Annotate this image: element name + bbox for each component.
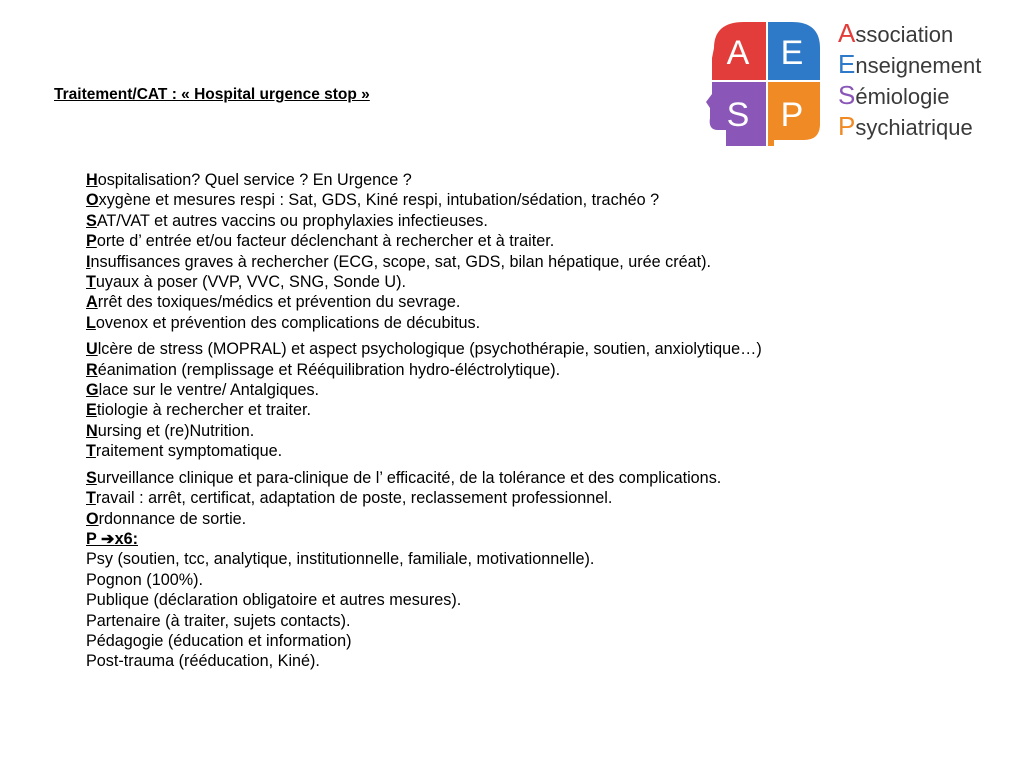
logo-letter-s: S	[726, 96, 750, 134]
list-item: Ordonnance de sortie.	[86, 509, 247, 528]
list-item: Traitement symptomatique.	[86, 442, 283, 461]
list-item: SAT/VAT et autres vaccins ou prophylaxies infectieuses.	[86, 211, 488, 230]
stop-group	[86, 468, 762, 672]
mnemonic-list	[86, 170, 762, 672]
logo-letter-p: P	[780, 96, 804, 134]
hospital-group	[86, 170, 762, 333]
list-item: Réanimation (remplissage et Rééquilibration hydro-éléctrolytique).	[86, 360, 561, 379]
list-item: Oxygène et mesures respi : Sat, GDS, Kiné respi, intubation/sédation, trachéo ?	[86, 191, 660, 210]
head-logo-icon	[704, 18, 834, 152]
logo-letter-a: A	[726, 34, 750, 72]
list-item: Ulcère de stress (MOPRAL) et aspect psychologique (psychothérapie, soutien, anxiolytique…)	[86, 340, 762, 359]
p-section-heading: P ➔x6:	[86, 529, 138, 548]
list-item: Post-trauma (rééducation, Kiné).	[86, 652, 320, 671]
list-item: Publique (déclaration obligatoire et autres mesures).	[86, 591, 462, 610]
logo-word-enseignement: Enseignement	[838, 49, 982, 79]
logo-letter-e: E	[780, 34, 804, 72]
list-item: Hospitalisation? Quel service ? En Urgence ?	[86, 171, 412, 189]
list-item: Travail : arrêt, certificat, adaptation de poste, reclassement professionnel.	[86, 489, 613, 508]
logo-word-psychiatrique: Psychiatrique	[838, 111, 973, 141]
urgence-group	[86, 339, 762, 461]
list-item: Tuyaux à poser (VVP, VVC, SNG, Sonde U).	[86, 273, 406, 292]
list-item: Psy (soutien, tcc, analytique, institutionnelle, familiale, motivationnelle).	[86, 550, 595, 569]
logo-words	[838, 18, 981, 142]
list-item: Arrêt des toxiques/médics et prévention du sevrage.	[86, 293, 461, 312]
list-item: Insuffisances graves à rechercher (ECG, scope, sat, GDS, bilan hépatique, urée créat).	[86, 252, 712, 271]
aesp-logo	[704, 18, 1014, 152]
logo-word-association: Association	[838, 18, 954, 48]
list-item: Glace sur le ventre/ Antalgiques.	[86, 381, 320, 400]
list-item: Nursing et (re)Nutrition.	[86, 421, 255, 440]
arrow-right-icon: ➔	[101, 529, 115, 548]
list-item: Etiologie à rechercher et traiter.	[86, 401, 311, 420]
logo-word-semiologie: Sémiologie	[838, 80, 950, 110]
list-item: Partenaire (à traiter, sujets contacts).	[86, 611, 351, 630]
list-item: Pédagogie (éducation et information)	[86, 631, 352, 650]
list-item: Pognon (100%).	[86, 570, 203, 589]
list-item: Lovenox et prévention des complications de décubitus.	[86, 313, 481, 332]
list-item: Porte d’ entrée et/ou facteur déclenchant à rechercher et à traiter.	[86, 232, 555, 251]
slide-title: Traitement/CAT : « Hospital urgence stop »	[54, 86, 370, 103]
list-item: Surveillance clinique et para-clinique de l’ efficacité, de la tolérance et des complications.	[86, 468, 722, 487]
